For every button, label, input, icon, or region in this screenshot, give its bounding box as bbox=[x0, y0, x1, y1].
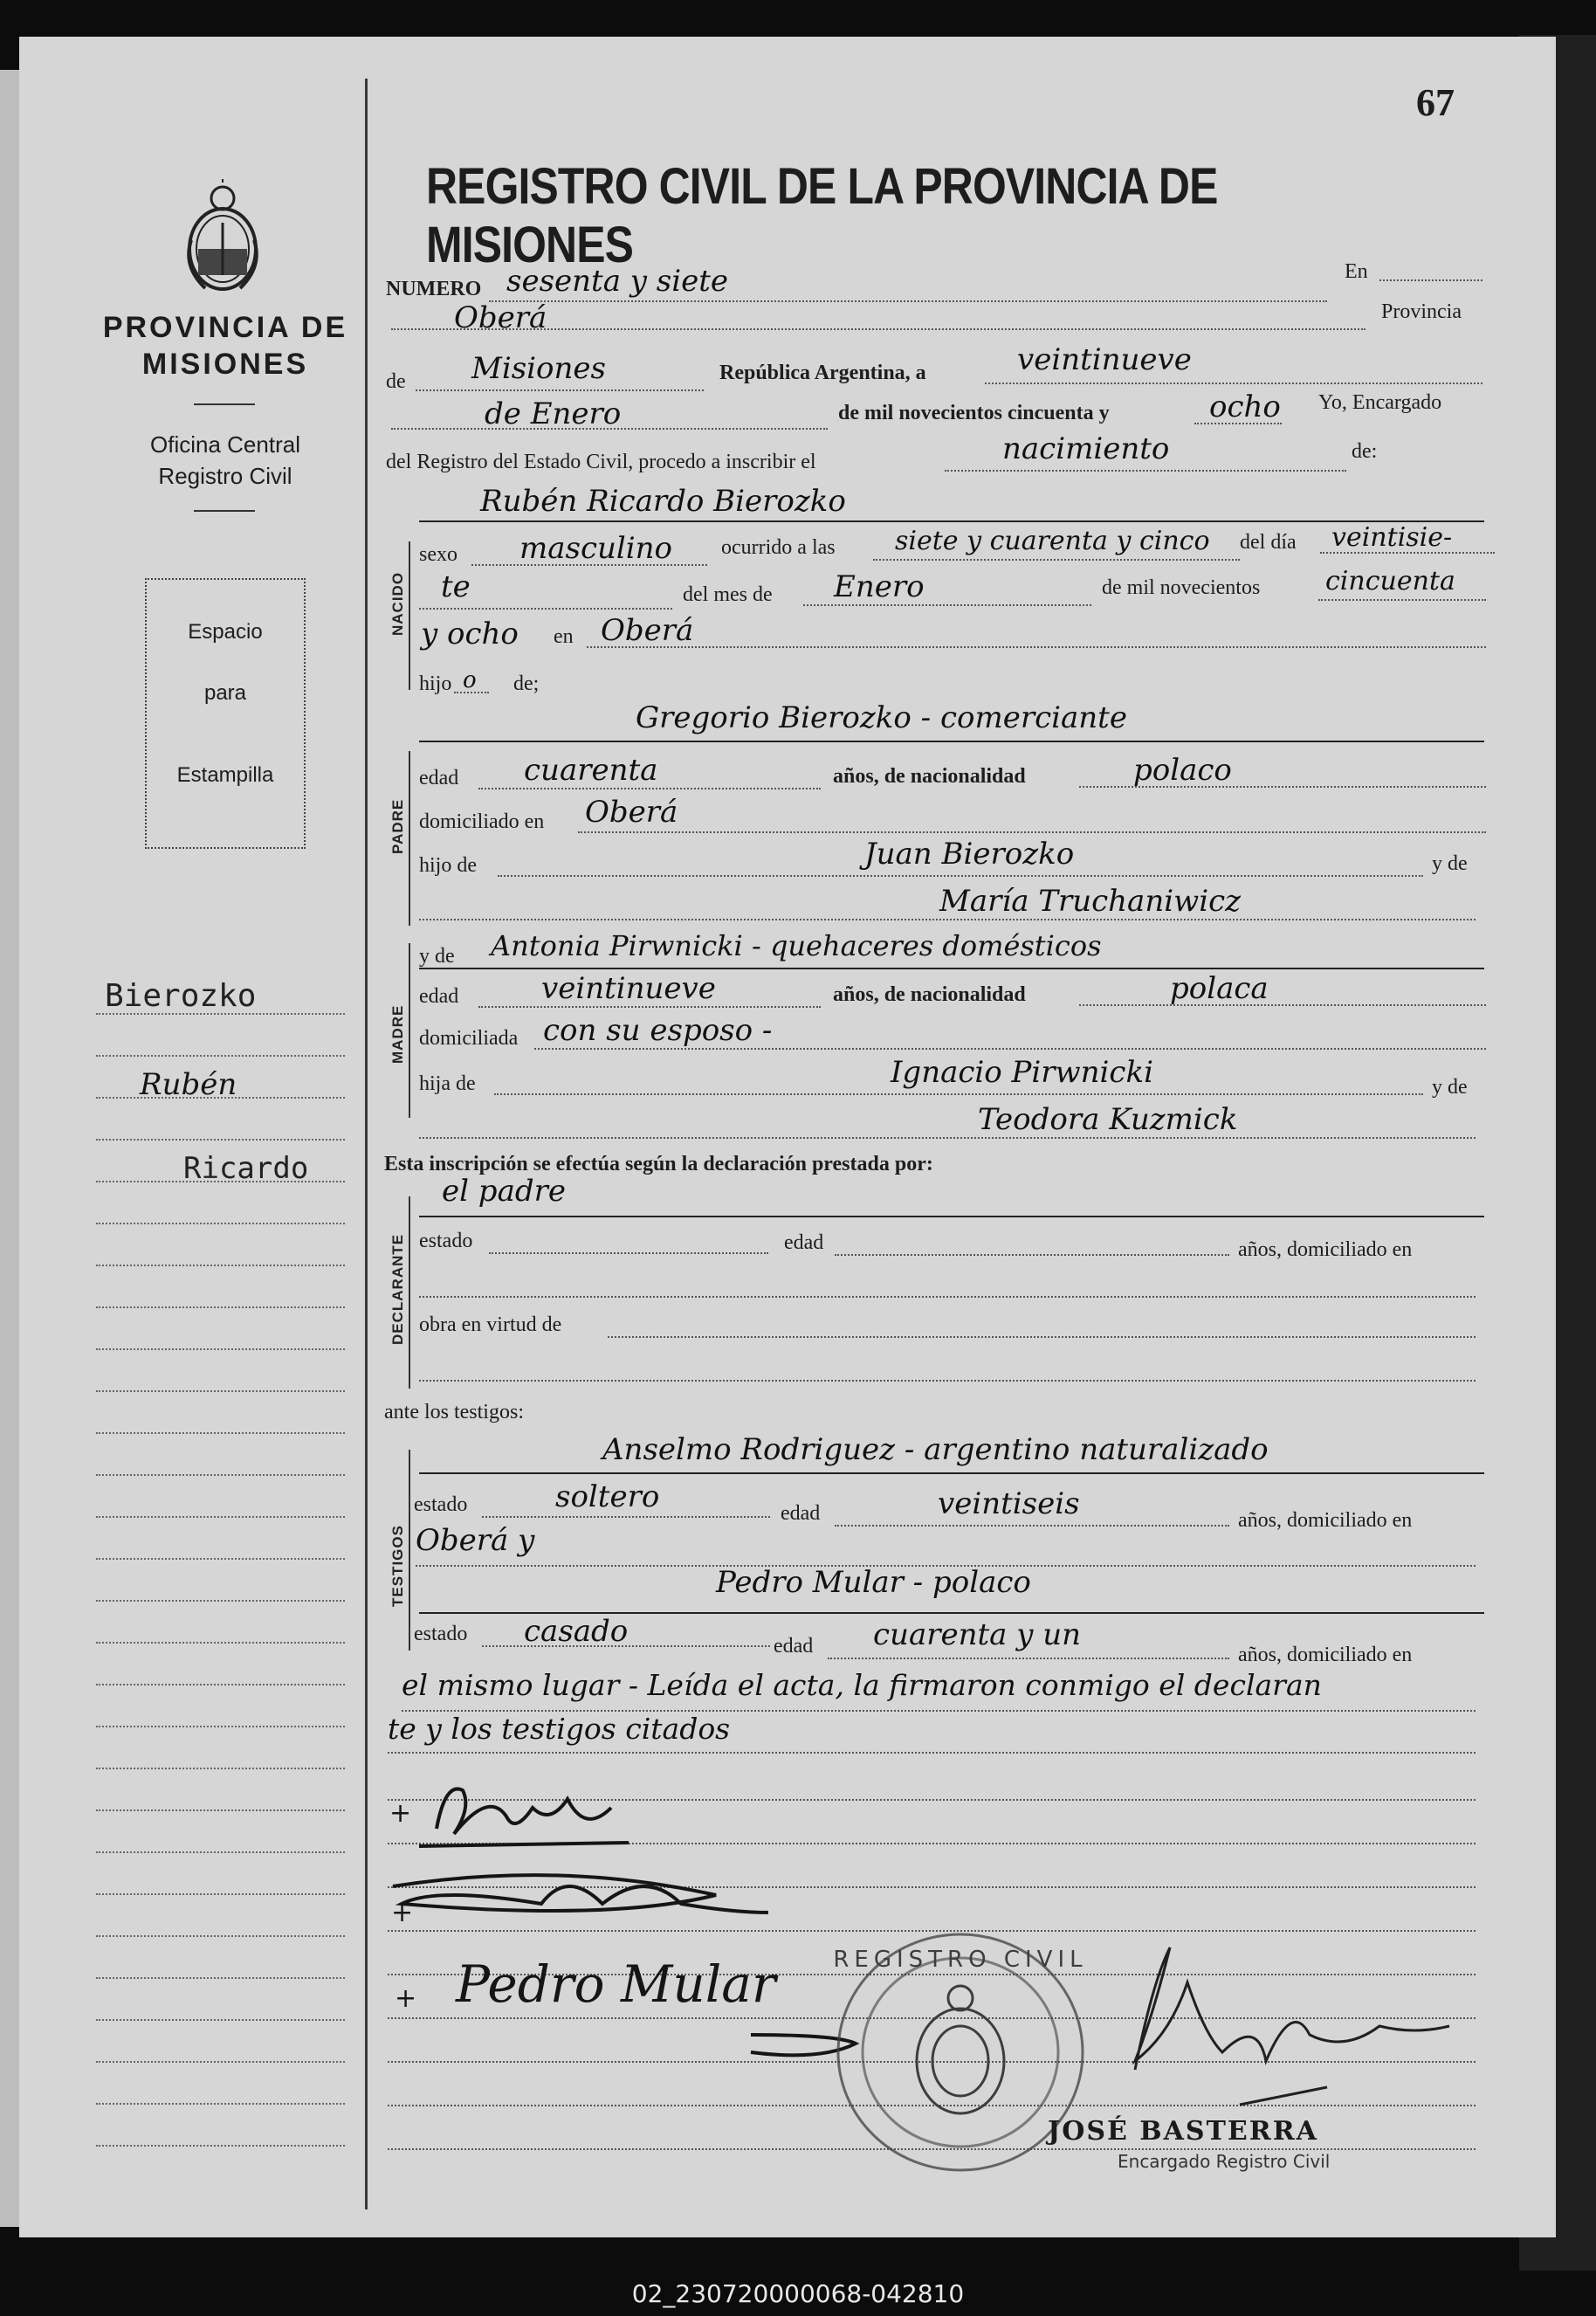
padre-dom-value: Oberá bbox=[585, 795, 678, 830]
margin-divider bbox=[365, 79, 368, 2209]
stamp-label-3: Estampilla bbox=[176, 763, 274, 787]
hijo-label: hijo bbox=[419, 672, 452, 695]
margin-name-2: Ricardo bbox=[183, 1151, 309, 1186]
padre-y-de-label: y de bbox=[1432, 852, 1468, 875]
declarante-dom-label: años, domiciliado en bbox=[1238, 1238, 1413, 1261]
margin-dotted-line bbox=[96, 2145, 345, 2147]
padre-hijo-de-value-2: María Truchaniwicz bbox=[939, 884, 1242, 919]
de-mil-label: de mil novecientos cincuenta y bbox=[838, 402, 1110, 424]
padre-nac-value: polaco bbox=[1133, 753, 1232, 788]
mes-nac-value: Enero bbox=[834, 569, 925, 604]
numero-value: sesenta y siete bbox=[506, 264, 729, 299]
dia-nac-value-2: te bbox=[441, 569, 471, 604]
acto-value: nacimiento bbox=[1002, 431, 1170, 466]
svg-text:+: + bbox=[391, 1898, 414, 1928]
margin-dotted-line bbox=[96, 1432, 345, 1434]
madre-hija-de-value: Ignacio Pirwnicki bbox=[891, 1055, 1153, 1090]
svg-text:Pedro Mular: Pedro Mular bbox=[456, 1954, 776, 2014]
margin-dotted-line bbox=[96, 1181, 345, 1182]
republica-label: República Argentina, a bbox=[719, 362, 926, 384]
del-dia-label: del día bbox=[1240, 531, 1297, 554]
margin-dotted-line bbox=[96, 1558, 345, 1560]
testigo2-dom-label: años, domiciliado en bbox=[1238, 1644, 1413, 1666]
province-label-1: PROVINCIA DE bbox=[102, 311, 348, 344]
margin-name-1: Rubén bbox=[140, 1067, 237, 1102]
cierre-line-2: te y los testigos citados bbox=[388, 1712, 731, 1746]
footer-code: 02_230720000068-042810 bbox=[631, 2279, 965, 2308]
anio-nac-value-1: cincuenta bbox=[1325, 566, 1455, 596]
madre-section-label: MADRE bbox=[389, 1004, 406, 1064]
margin-dotted-line bbox=[96, 1223, 345, 1224]
margin-dotted-line bbox=[96, 1474, 345, 1476]
margin-surname: Bierozko bbox=[105, 978, 257, 1014]
nacido-nombre-value: Rubén Ricardo Bierozko bbox=[480, 484, 846, 519]
margin-dotted-line bbox=[96, 1642, 345, 1644]
del-registro-label: del Registro del Estado Civil, procedo a inscribir el bbox=[386, 451, 816, 473]
padre-hijo-de-label: hijo de bbox=[419, 854, 477, 877]
declarante-value: el padre bbox=[442, 1174, 566, 1209]
padre-hijo-de-value: Juan Bierozko bbox=[864, 837, 1075, 872]
signature-encargado bbox=[1135, 1947, 1449, 2105]
margin-dotted-line bbox=[96, 1390, 345, 1392]
stamp-label-1: Espacio bbox=[188, 620, 263, 644]
padre-edad-value: cuarenta bbox=[524, 753, 658, 788]
page-title: REGISTRO CIVIL DE LA PROVINCIA DE MISIONES bbox=[426, 158, 1218, 273]
svg-text:+: + bbox=[389, 1798, 412, 1829]
de-colon-label: de: bbox=[1352, 440, 1378, 463]
padre-dom-label: domiciliado en bbox=[419, 810, 545, 833]
margin-dotted-line bbox=[96, 1265, 345, 1266]
en-nac-label: en bbox=[554, 625, 574, 648]
obra-label: obra en virtud de bbox=[419, 1313, 562, 1336]
province-label-2: MISIONES bbox=[141, 348, 309, 381]
madre-hija-de-value-2: Teodora Kuzmick bbox=[978, 1102, 1238, 1137]
margin-dotted-line bbox=[96, 1684, 345, 1685]
stamp-label-2: para bbox=[203, 681, 247, 705]
sexo-value: masculino bbox=[519, 531, 673, 566]
margin-dotted-line bbox=[96, 1600, 345, 1602]
cierre-line-1: el mismo lugar - Leída el acta, la firmaron conmigo el declaran bbox=[402, 1668, 1322, 1702]
dia-value: veintinueve bbox=[1017, 342, 1192, 377]
madre-edad-label: edad bbox=[419, 985, 459, 1008]
page-number: 67 bbox=[1416, 81, 1455, 124]
margin-dotted-line bbox=[96, 1097, 345, 1099]
seal-text: REGISTRO CIVIL bbox=[833, 1947, 1088, 1973]
signature-pedro-mular bbox=[395, 1954, 856, 2055]
ocurrido-label: ocurrido a las bbox=[721, 536, 836, 559]
de-label: de bbox=[386, 370, 406, 393]
margin-dotted-line bbox=[96, 1139, 345, 1141]
madre-dom-value: con su esposo - bbox=[543, 1013, 773, 1048]
madre-nac-value: polaca bbox=[1170, 971, 1269, 1006]
nacido-section-label: NACIDO bbox=[389, 571, 406, 636]
madre-y-de-label-2: y de bbox=[1432, 1076, 1468, 1099]
madre-hija-de-label: hija de bbox=[419, 1072, 476, 1095]
testigo2-edad-value: cuarenta y un bbox=[873, 1617, 1082, 1652]
hora-value: siete y cuarenta y cinco bbox=[895, 526, 1210, 556]
office-label-2: Registro Civil bbox=[158, 463, 292, 489]
testigo2-estado-label: estado bbox=[414, 1623, 468, 1645]
madre-edad-value: veintinueve bbox=[541, 971, 716, 1006]
margin-dotted-line bbox=[96, 1306, 345, 1308]
left-separator-2 bbox=[194, 510, 255, 512]
margin-dotted-line bbox=[96, 1977, 345, 1979]
officer-name: JOSÉ BASTERRA bbox=[1048, 2116, 1318, 2147]
margin-dotted-line bbox=[96, 2103, 345, 2105]
yo-encargado-label: Yo, Encargado bbox=[1318, 391, 1442, 414]
testigo1-edad-value: veintiseis bbox=[938, 1486, 1080, 1521]
madre-nac-label: años, de nacionalidad bbox=[833, 983, 1026, 1006]
mes-value: de Enero bbox=[485, 396, 622, 431]
madre-dom-label: domiciliada bbox=[419, 1027, 519, 1050]
testigo1-dom-label: años, domiciliado en bbox=[1238, 1509, 1413, 1532]
numero-label: NUMERO bbox=[386, 278, 482, 300]
en-label: En bbox=[1345, 260, 1368, 283]
margin-dotted-line bbox=[96, 1516, 345, 1518]
lugar-nac-value: Oberá bbox=[601, 613, 694, 648]
testigo1-dom-value: Oberá y bbox=[416, 1523, 535, 1558]
declarante-section-label: DECLARANTE bbox=[389, 1233, 406, 1345]
madre-nombre-value: Antonia Pirwnicki - quehaceres domésticos bbox=[491, 929, 1102, 962]
coat-of-arms-icon bbox=[179, 179, 266, 301]
office-label-1: Oficina Central bbox=[150, 431, 300, 458]
ante-testigos-label: ante los testigos: bbox=[384, 1401, 524, 1423]
margin-dotted-line bbox=[96, 1055, 345, 1057]
stamp-space-box bbox=[145, 578, 306, 849]
margin-dotted-line bbox=[96, 1893, 345, 1895]
testigo2-value: Pedro Mular - polaco bbox=[716, 1565, 1031, 1600]
margin-dotted-line bbox=[96, 1726, 345, 1727]
signature-gregorio bbox=[389, 1789, 629, 1846]
sexo-label: sexo bbox=[419, 543, 457, 566]
officer-title: Encargado Registro Civil bbox=[1118, 2151, 1331, 2172]
padre-edad-label: edad bbox=[419, 767, 459, 789]
declarante-edad-label: edad bbox=[784, 1231, 824, 1254]
testigo1-value: Anselmo Rodriguez - argentino naturalizado bbox=[602, 1432, 1269, 1467]
testigo2-estado-value: casado bbox=[524, 1614, 629, 1649]
provincia-value: Misiones bbox=[471, 351, 606, 386]
margin-dotted-line bbox=[96, 1768, 345, 1769]
margin-dotted-line bbox=[96, 2061, 345, 2063]
hijo-o-value: o bbox=[463, 667, 477, 693]
margin-dotted-line bbox=[96, 2019, 345, 2021]
margin-dotted-line bbox=[96, 1935, 345, 1937]
dia-nac-value-1: veintisie- bbox=[1331, 522, 1453, 553]
madre-y-de-label: y de bbox=[419, 945, 455, 968]
anio-value: ocho bbox=[1209, 389, 1281, 424]
margin-dotted-line bbox=[96, 1013, 345, 1015]
de-mil-2-label: de mil novecientos bbox=[1102, 576, 1261, 599]
del-mes-label: del mes de bbox=[683, 583, 773, 606]
testigo1-estado-label: estado bbox=[414, 1493, 468, 1516]
testigo1-edad-label: edad bbox=[781, 1502, 821, 1525]
inscripcion-label: Esta inscripción se efectúa según la declaración prestada por: bbox=[384, 1153, 933, 1175]
signature-declarante-flourish bbox=[391, 1875, 768, 1928]
testigo1-estado-value: soltero bbox=[555, 1479, 660, 1514]
provincia-label: Provincia bbox=[1381, 300, 1462, 323]
margin-dotted-line bbox=[96, 1348, 345, 1350]
footer-bar bbox=[0, 2272, 1596, 2316]
margin-dotted-line bbox=[96, 1809, 345, 1811]
testigo2-edad-label: edad bbox=[774, 1635, 814, 1658]
margin-dotted-line bbox=[96, 1851, 345, 1853]
testigos-section-label: TESTIGOS bbox=[389, 1525, 406, 1607]
lugar-value: Oberá bbox=[454, 300, 547, 335]
de-semi-label: de; bbox=[513, 672, 540, 695]
declarante-estado-label: estado bbox=[419, 1230, 473, 1252]
signatures bbox=[384, 1773, 1484, 2227]
anio-nac-value-2: y ocho bbox=[421, 617, 519, 651]
padre-nombre-value: Gregorio Bierozko - comerciante bbox=[636, 700, 1127, 735]
left-separator-1 bbox=[194, 403, 255, 405]
svg-text:+: + bbox=[395, 1983, 417, 2014]
padre-nac-label: años, de nacionalidad bbox=[833, 765, 1026, 788]
padre-section-label: PADRE bbox=[389, 798, 406, 854]
